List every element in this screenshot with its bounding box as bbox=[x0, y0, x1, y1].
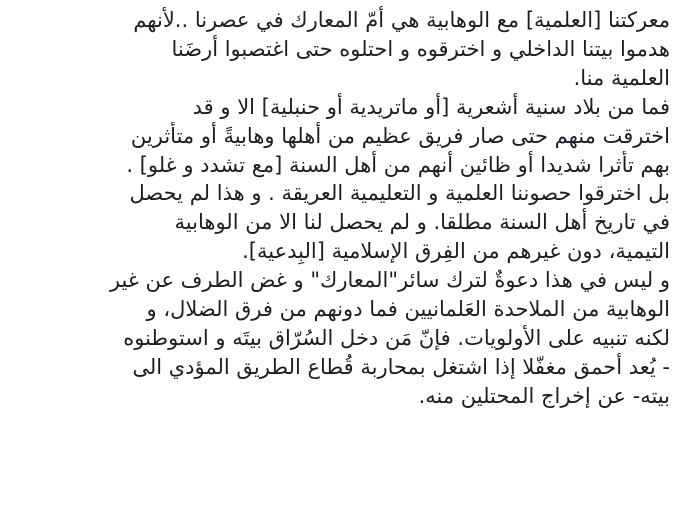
post-line: و ليس في هذا دعوةٌ لترك سائر"المعارك" و غض الطرف عن غير bbox=[109, 268, 670, 293]
post-line: الوهابية من الملاحدة العَلمانيين فما دونهم من فرق الضلال، و bbox=[146, 297, 670, 322]
post-line: التيمية، دون غيرهم من الفِرق الإسلامية [البِدعية]. bbox=[242, 239, 670, 264]
post-line: هدموا بيتنا الداخلي و اخترقوه و احتلوه حتى اغتصبوا أرضَنا bbox=[171, 36, 670, 61]
post-line: فما من بلاد سنية أشعرية [أو ماتريدية أو حنبلية] الا و قد bbox=[192, 94, 670, 119]
post-line: بيته- عن إخراج المحتلين منه. bbox=[418, 383, 670, 408]
post-line: بهم تأثرا شديدا أو ظائين أنهم من أهل السنة [مع تشدد و غلو] . bbox=[126, 152, 670, 177]
post-line: - يُعد أحمق مغفّلا إذا اشتغل بمحاربة قُطاع الطريق المؤدي الى bbox=[132, 354, 670, 379]
post-line: معركتنا [العلمية] مع الوهابية هي أمّ المعارك في عصرنا ..لأنهم bbox=[133, 8, 670, 32]
post-line: العلمية منا. bbox=[573, 65, 670, 90]
post-line: لكنه تنبيه على الأولويات. فإنّ مَن دخل السُرّاق بيتَه و استوطنوه bbox=[123, 325, 670, 350]
post-line: في تاريخ أهل السنة مطلقا. و لم يحصل لنا الا من الوهابية bbox=[174, 210, 670, 235]
post-line: بل اخترقوا حصوننا العلمية و التعليمية العريقة . و هذا لم يحصل bbox=[129, 181, 670, 206]
post-line: اخترقت منهم حتى صار فريق عظيم من أهلها وهابيةً أو متأثرين bbox=[130, 123, 670, 148]
